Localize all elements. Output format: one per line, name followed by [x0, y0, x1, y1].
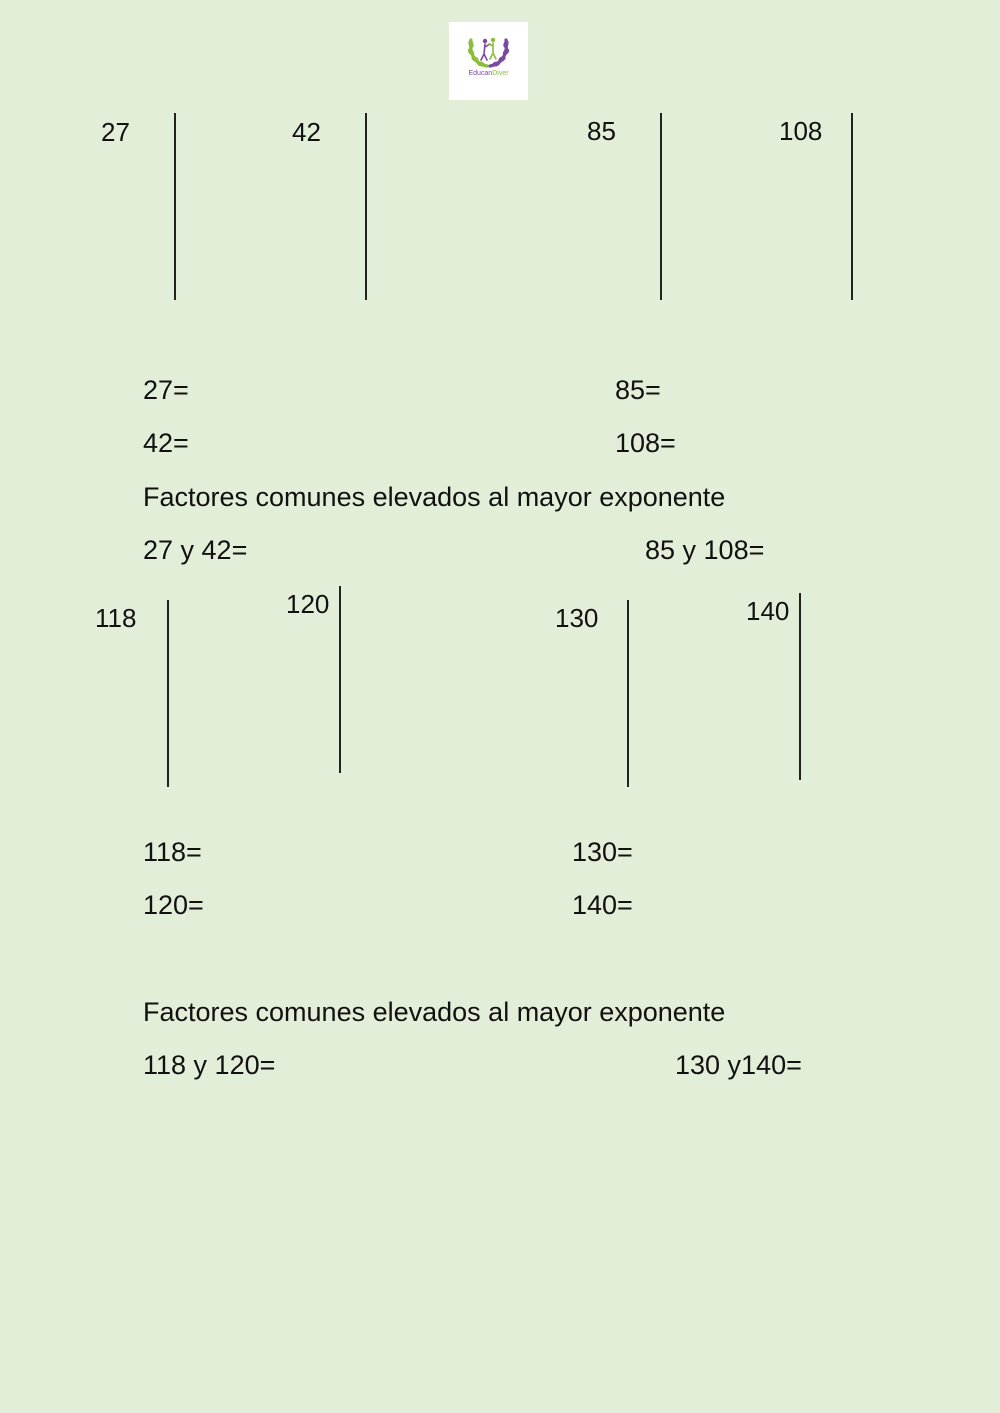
division-line: [627, 600, 629, 787]
division-number: 120: [286, 589, 330, 619]
division-number: 27: [101, 117, 130, 147]
division-number: 130: [555, 603, 599, 633]
section-heading: Factores comunes elevados al mayor exponente: [143, 997, 726, 1027]
factorization-line: 85=: [615, 375, 661, 405]
laurel-wreath-icon: [449, 22, 528, 100]
division-line: [365, 113, 367, 300]
division-number: 108: [779, 116, 823, 146]
common-factors-pair: 118 y 120=: [143, 1050, 276, 1080]
division-number: 85: [587, 116, 616, 146]
section-heading: Factores comunes elevados al mayor exponente: [143, 482, 726, 512]
division-line: [174, 113, 176, 300]
factorization-line: 140=: [572, 890, 633, 920]
division-line: [660, 113, 662, 300]
factorization-line: 120=: [143, 890, 204, 920]
division-line: [167, 600, 169, 787]
division-number: 42: [292, 117, 321, 147]
division-number: 140: [746, 596, 790, 626]
factorization-line: 108=: [615, 428, 676, 458]
factorization-line: 130=: [572, 837, 633, 867]
common-factors-pair: 27 y 42=: [143, 535, 248, 565]
factorization-line: 27=: [143, 375, 189, 405]
common-factors-pair: 130 y140=: [675, 1050, 802, 1080]
division-number: 118: [95, 603, 137, 633]
factorization-line: 42=: [143, 428, 189, 458]
logo: [449, 22, 528, 100]
factorization-line: 118=: [143, 837, 202, 867]
division-line: [339, 586, 341, 773]
logo-wordmark: EducanDiver: [468, 70, 509, 77]
division-line: [799, 593, 801, 780]
division-line: [851, 113, 853, 300]
common-factors-pair: 85 y 108=: [645, 535, 765, 565]
